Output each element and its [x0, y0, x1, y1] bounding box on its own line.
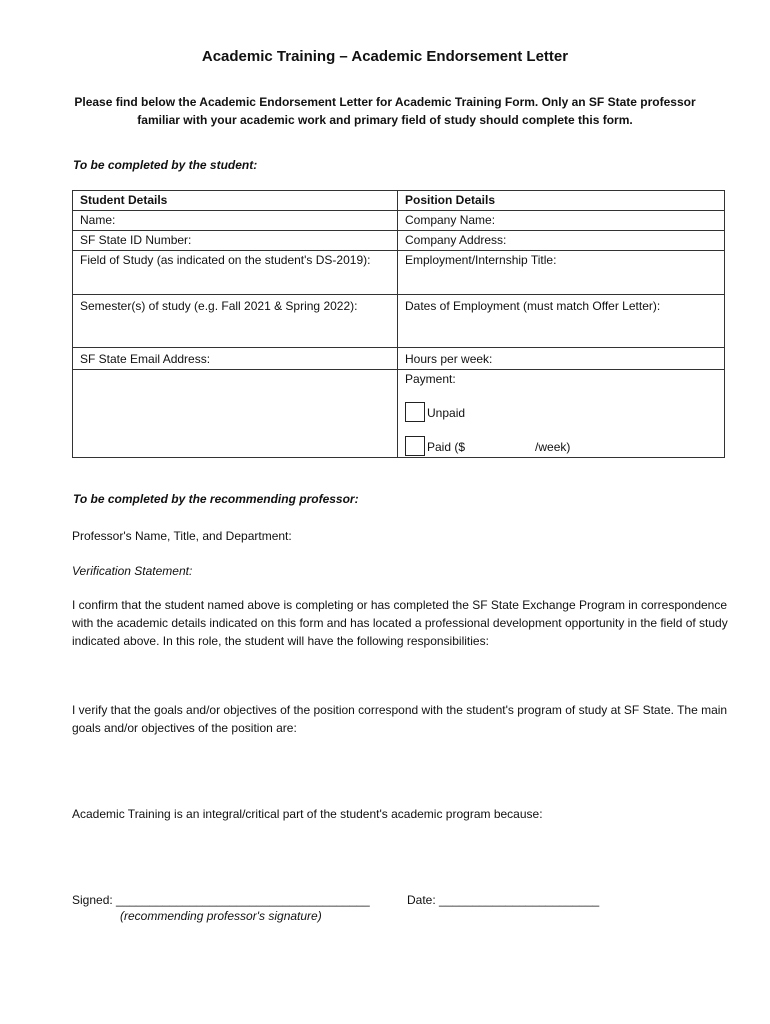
unpaid-checkbox[interactable]: [405, 402, 425, 422]
payment-cell: [398, 370, 725, 458]
hours-per-week-label[interactable]: Hours per week:: [398, 348, 725, 370]
semester-label[interactable]: Semester(s) of study (e.g. Fall 2021 & Spring 2022):: [73, 295, 398, 348]
professor-name-label[interactable]: Professor's Name, Title, and Department:: [72, 529, 292, 543]
details-table: [72, 190, 725, 458]
student-section-heading: To be completed by the student:: [73, 158, 258, 172]
intro-text: Please find below the Academic Endorsement Letter for Academic Training Form. Only an SF State professor familiar with your academic work and primary field of study should complete this form.: [74, 95, 696, 127]
unpaid-label: Unpaid: [427, 406, 466, 420]
document-title: Academic Training – Academic Endorsement Letter: [201, 48, 569, 65]
verify-paragraph: I verify that the goals and/or objectives of the position correspond with the student's program of study at SF State. The main goals and/or objectives of the position are:: [72, 703, 728, 735]
paid-option[interactable]: [405, 422, 717, 456]
employment-dates-label[interactable]: Dates of Employment (must match Offer Letter):: [398, 295, 725, 348]
company-address-label[interactable]: Company Address:: [398, 231, 725, 251]
employment-title-label[interactable]: Employment/Internship Title:: [398, 251, 725, 295]
position-details-header: Position Details: [398, 191, 725, 211]
unpaid-option[interactable]: [405, 388, 717, 422]
payment-label: Payment:: [405, 372, 456, 386]
paid-label: Paid ($: [427, 440, 466, 454]
professor-section-heading: To be completed by the recommending professor:: [73, 492, 359, 506]
company-name-label[interactable]: Company Name:: [398, 211, 725, 231]
date-line[interactable]: Date: ________________________: [407, 893, 600, 907]
empty-cell: [73, 370, 398, 458]
verification-heading: Verification Statement:: [72, 564, 193, 578]
email-label[interactable]: SF State Email Address:: [73, 348, 398, 370]
student-details-header: Student Details: [73, 191, 398, 211]
id-number-label[interactable]: SF State ID Number:: [73, 231, 398, 251]
signature-note: (recommending professor's signature): [120, 909, 322, 923]
field-of-study-label[interactable]: Field of Study (as indicated on the student's DS-2019):: [73, 251, 398, 295]
integral-paragraph: Academic Training is an integral/critical part of the student's academic program because:: [72, 807, 543, 821]
paid-checkbox[interactable]: [405, 436, 425, 456]
name-label[interactable]: Name:: [73, 211, 398, 231]
signed-line[interactable]: Signed: ______________________________________: [72, 893, 370, 907]
confirm-paragraph: I confirm that the student named above is completing or has completed the SF State Exchange Program in correspondence with the academic details indicated on this form and has located a professional development opportunity in the field of study indicated above. In this role, the student will have the following responsibilities:: [72, 598, 728, 648]
per-week-label: /week): [535, 440, 571, 454]
